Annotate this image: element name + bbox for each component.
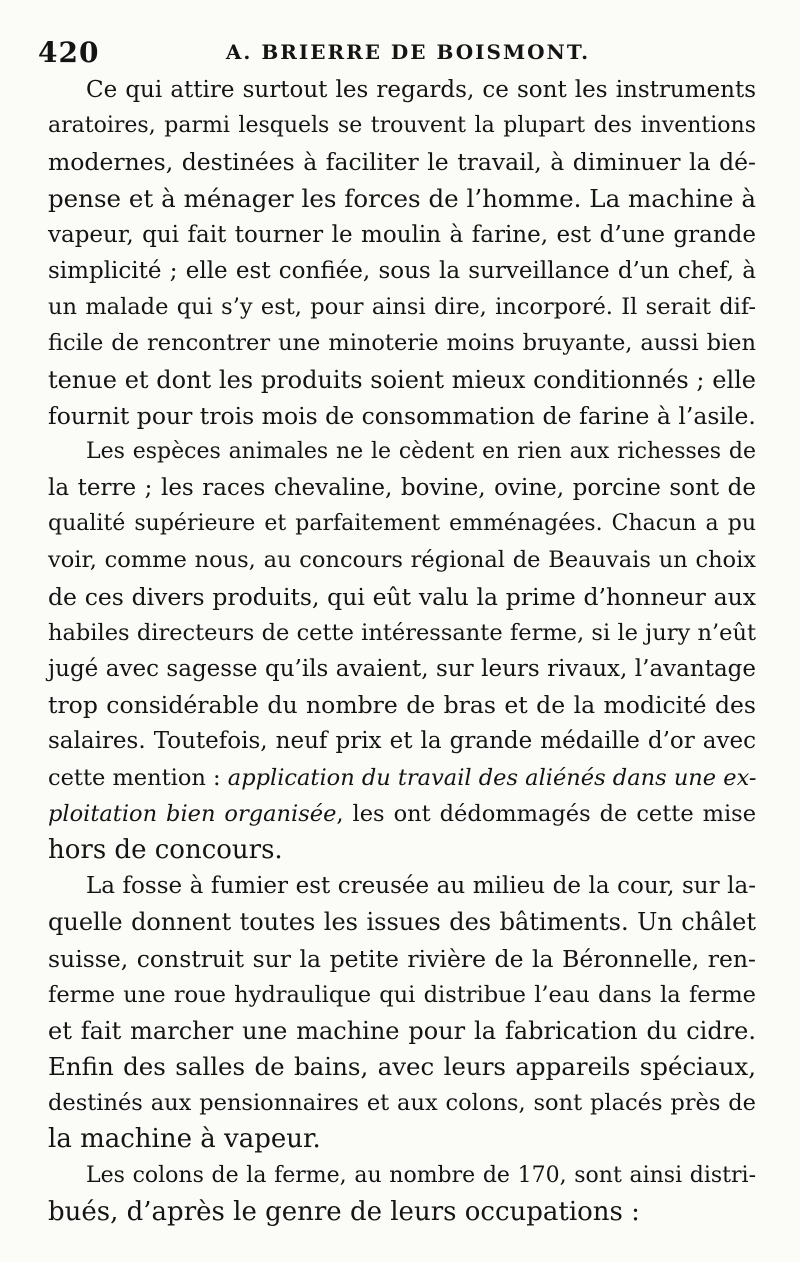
text-line: Ce qui attire surtout les regards, ce sont les instruments — [86, 77, 756, 103]
text-line: ferme une roue hydraulique qui distribue l’eau dans la ferme — [48, 981, 756, 1008]
text-line: vapeur, qui fait tourner le moulin à farine, est d’une grande — [48, 221, 756, 248]
text-line: qualité supérieure et parfaitement emménagées. Chacun a pu — [48, 511, 756, 537]
text-line: la machine à vapeur. — [48, 1124, 321, 1155]
paragraph-machines — [48, 72, 756, 434]
mention-italic: ploitation bien organisée — [48, 800, 337, 827]
text-line: ficile de rencontrer une minoterie moins bruyante, aussi bien — [48, 330, 756, 357]
text-line — [48, 760, 756, 796]
text-line: La fosse à fumier est creusée au milieu de la cour, sur la- — [86, 873, 756, 900]
text-line: destinés aux pensionnaires et aux colons, sont placés près de — [48, 1090, 756, 1117]
text-line: fournit pour trois mois de consommation de farine à l’asile. — [48, 401, 756, 430]
text-line: voir, comme nous, au concours régional de Beauvais un choix — [48, 547, 756, 574]
paragraph-manure-pit — [48, 868, 756, 1158]
text-line: et fait marcher une machine pour la fabrication du cidre. — [48, 1016, 756, 1045]
text-line: salaires. Toutefois, neuf prix et la grande médaille d’or avec — [48, 728, 756, 755]
body-text — [48, 72, 756, 1230]
text-line: Les colons de la ferme, au nombre de 170, sont ainsi distri- — [86, 1162, 756, 1188]
running-head: A. BRIERRE DE BOISMONT. — [225, 40, 591, 64]
mention-prefix: cette mention : — [48, 764, 228, 791]
text-line: bués, d’après le genre de leurs occupations : — [48, 1196, 640, 1227]
text-line — [48, 796, 756, 832]
paragraph-animals — [48, 434, 756, 868]
text-line: la terre ; les races chevaline, bovine, ovine, porcine sont de — [48, 475, 756, 502]
text-line: hors de concours. — [48, 834, 283, 865]
text-line: de ces divers produits, qui eût valu la prime d’honneur aux — [48, 582, 756, 611]
text-line: Enfin des salles de bains, avec leurs appareils spéciaux, — [48, 1052, 756, 1082]
text-line: tenue et dont les produits soient mieux conditionnés ; elle — [48, 365, 756, 394]
text-line: habiles directeurs de cette intéressante ferme, si le jury n’eût — [48, 619, 756, 646]
text-line: aratoires, parmi lesquels se trouvent la plupart des inventions — [48, 113, 756, 139]
mention-italic: application du travail des aliénés dans une ex- — [227, 764, 757, 791]
text-line: simplicité ; elle est confiée, sous la surveillance d’un chef, à — [48, 257, 756, 284]
mention-suffix: , les ont dédommagés de cette mise — [336, 800, 757, 827]
page-header — [38, 36, 778, 70]
text-line: Les espèces animales ne le cèdent en rien aux richesses de — [86, 438, 756, 464]
text-line: modernes, destinées à faciliter le travail, à diminuer la dé- — [48, 148, 756, 177]
text-line: un malade qui s’y est, pour ainsi dire, incorporé. Il serait dif- — [48, 294, 756, 321]
text-line: jugé avec sagesse qu’ils avaient, sur leurs rivaux, l’avantage — [48, 656, 756, 682]
page-number: 420 — [38, 36, 100, 69]
text-line: suisse, construit sur la petite rivière de la Béronnelle, ren- — [48, 944, 756, 973]
text-line: quelle donnent toutes les issues des bâtiments. Un châlet — [48, 908, 756, 937]
text-line: trop considérable du nombre de bras et de la modicité des — [48, 691, 756, 720]
text-line: pense et à ménager les forces de l’homme. La machine à — [48, 183, 756, 213]
faded-footnote-area — [60, 1212, 760, 1262]
